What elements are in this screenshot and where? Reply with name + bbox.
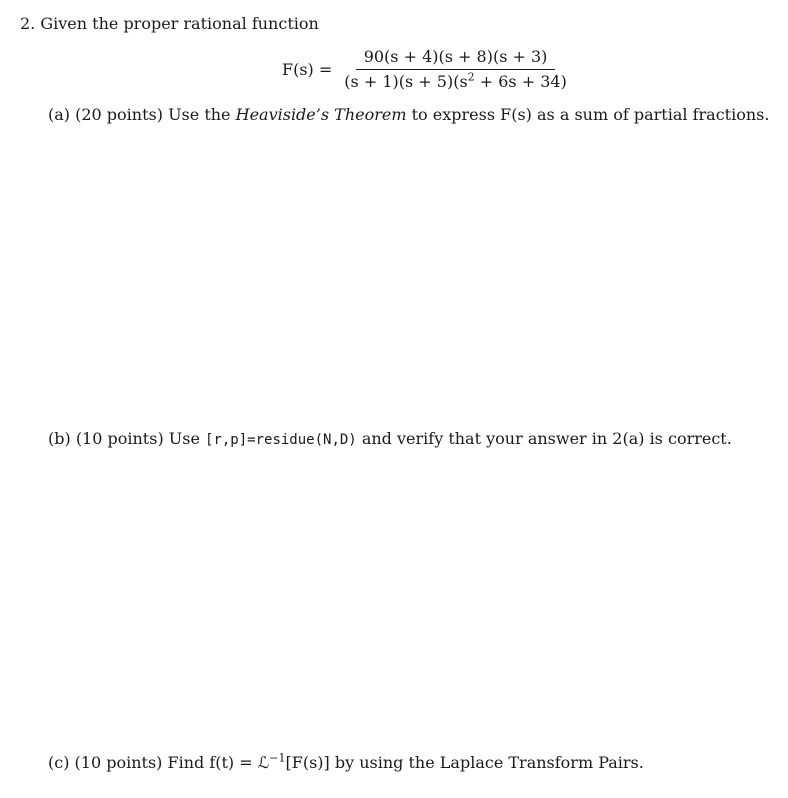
part-a-prefix: (a) (20 points) Use the (48, 105, 236, 124)
formula-denominator (340, 70, 571, 91)
formula-lhs: F(s) = (282, 59, 333, 79)
denominator-part-2: + 6s + 34) (474, 71, 567, 91)
part-a-suffix: to express F(s) as a sum of partial fractions. (406, 105, 770, 124)
formula-fraction (340, 48, 571, 91)
part-a-emphasis: Heaviside’s Theorem (235, 105, 407, 124)
part-b (48, 429, 732, 450)
part-c-superscript: −1 (269, 751, 286, 765)
transfer-function-formula (282, 44, 571, 94)
problem-heading (20, 14, 319, 34)
denominator-exponent: 2 (467, 70, 475, 84)
part-c-suffix: [F(s)] by using the Laplace Transform Pairs. (285, 753, 644, 772)
part-b-suffix: and verify that your answer in 2(a) is correct. (356, 429, 732, 448)
part-b-code: [r,p]=residue(N,D) (205, 432, 357, 448)
problem-heading-text: 2. Given the proper rational function (20, 14, 319, 33)
part-c (48, 753, 644, 773)
formula-numerator: 90(s + 4)(s + 8)(s + 3) (356, 48, 556, 70)
part-a (48, 105, 769, 125)
part-c-prefix: (c) (10 points) Find f(t) = ℒ (48, 753, 270, 772)
part-b-prefix: (b) (10 points) Use (48, 429, 206, 448)
denominator-part-1: (s + 1)(s + 5)(s (344, 71, 468, 91)
